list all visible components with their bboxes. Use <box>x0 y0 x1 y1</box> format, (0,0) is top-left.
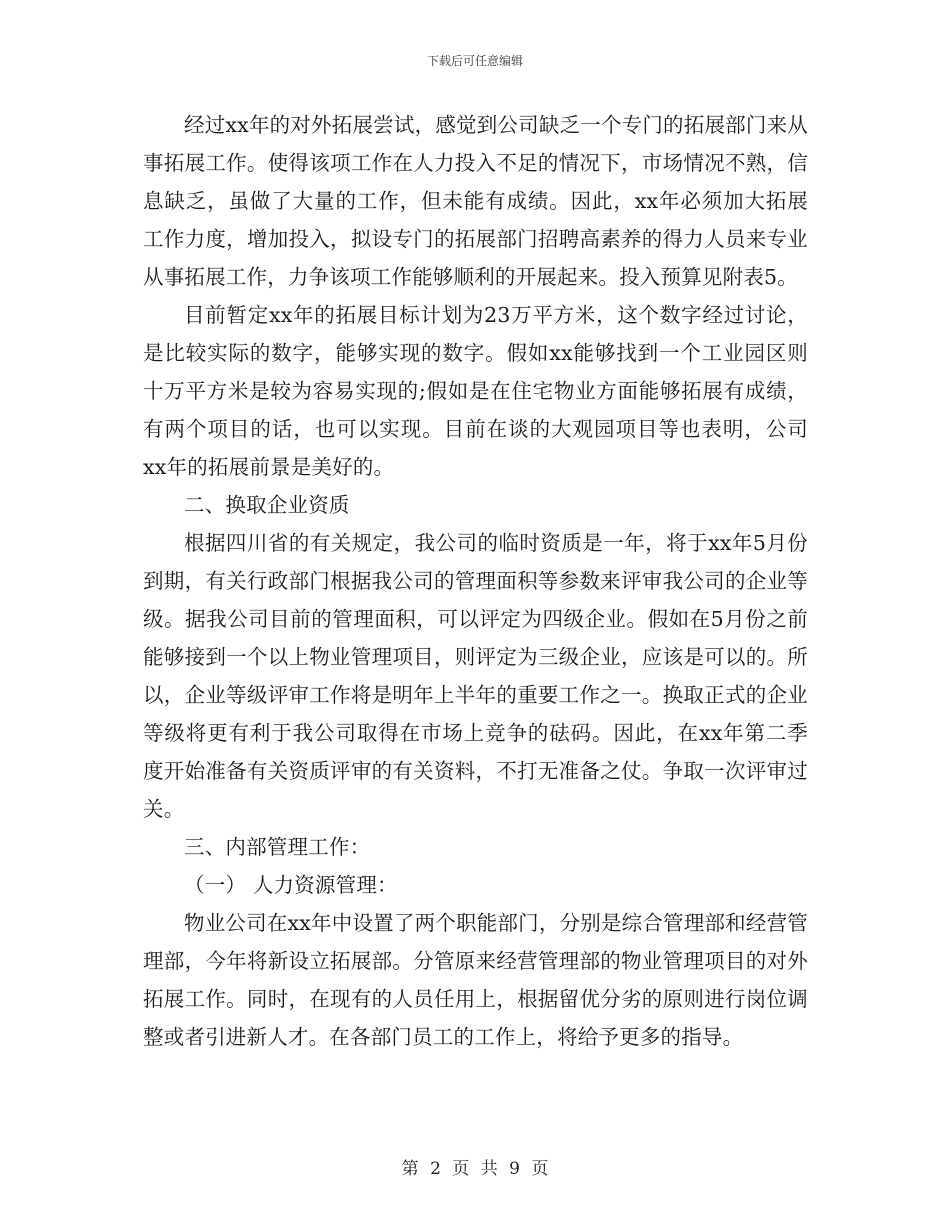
paragraph-expansion-target: 目前暂定xx年的拓展目标计划为23万平方米，这个数字经过讨论，是比较实际的数字，能够实现的数字。假如xx能够找到一个工业园区则十万平方米是较为容易实现的;假如是在住宅物业方面能够拓展有成绩，有两个项目的话，也可以实现。目前在谈的大观园项目等也表明，公司xx年的拓展前景是美好的。 <box>143 303 808 479</box>
paragraph-hr: 物业公司在xx年中设置了两个职能部门，分别是综合管理部和经营管理部，今年将新设立拓展部。分管原来经营管理部的物业管理项目的对外拓展工作。同时，在现有的人员任用上，根据留优分劣的原则进行岗位调整或者引进新人才。在各部门员工的工作上，将给予更多的指导。 <box>143 911 808 1049</box>
page-number: 第 2 页 共 9 页 <box>401 1159 549 1179</box>
paragraph-qualification: 根据四川省的有关规定，我公司的临时资质是一年，将于xx年5月份到期，有关行政部门根据我公司的管理面积等参数来评审我公司的企业等级。据我公司目前的管理面积，可以评定为四级企业。假如在5月份之前能够接到一个以上物业管理项目，则评定为三级企业，应该是可以的。所以，企业等级评审工作将是明年上半年的重要工作之一。换取正式的企业等级将更有利于我公司取得在市场上竞争的砝码。因此，在xx年第二季度开始准备有关资质评审的有关资料，不打无准备之仗。争取一次评审过关。 <box>143 531 808 821</box>
paragraph-expansion-attempt: 经过xx年的对外拓展尝试，感觉到公司缺乏一个专门的拓展部门来从事拓展工作。使得该项工作在人力投入不足的情况下，市场情况不熟，信息缺乏，虽做了大量的工作，但未能有成绩。因此，xx年必须加大拓展工作力度，增加投入，拟设专门的拓展部门招聘高素养的得力人员来专业从事拓展工作，力争该项工作能够顺利的开展起来。投入预算见附表5。 <box>143 113 808 289</box>
subsection-heading-hr: （一） 人力资源管理： <box>184 873 398 897</box>
section-heading-qualification: 二、换取企业资质 <box>184 493 350 517</box>
header-note: 下载后可任意编辑 <box>426 54 523 68</box>
document-body <box>143 106 808 1056</box>
section-heading-internal-management: 三、内部管理工作： <box>184 835 371 859</box>
